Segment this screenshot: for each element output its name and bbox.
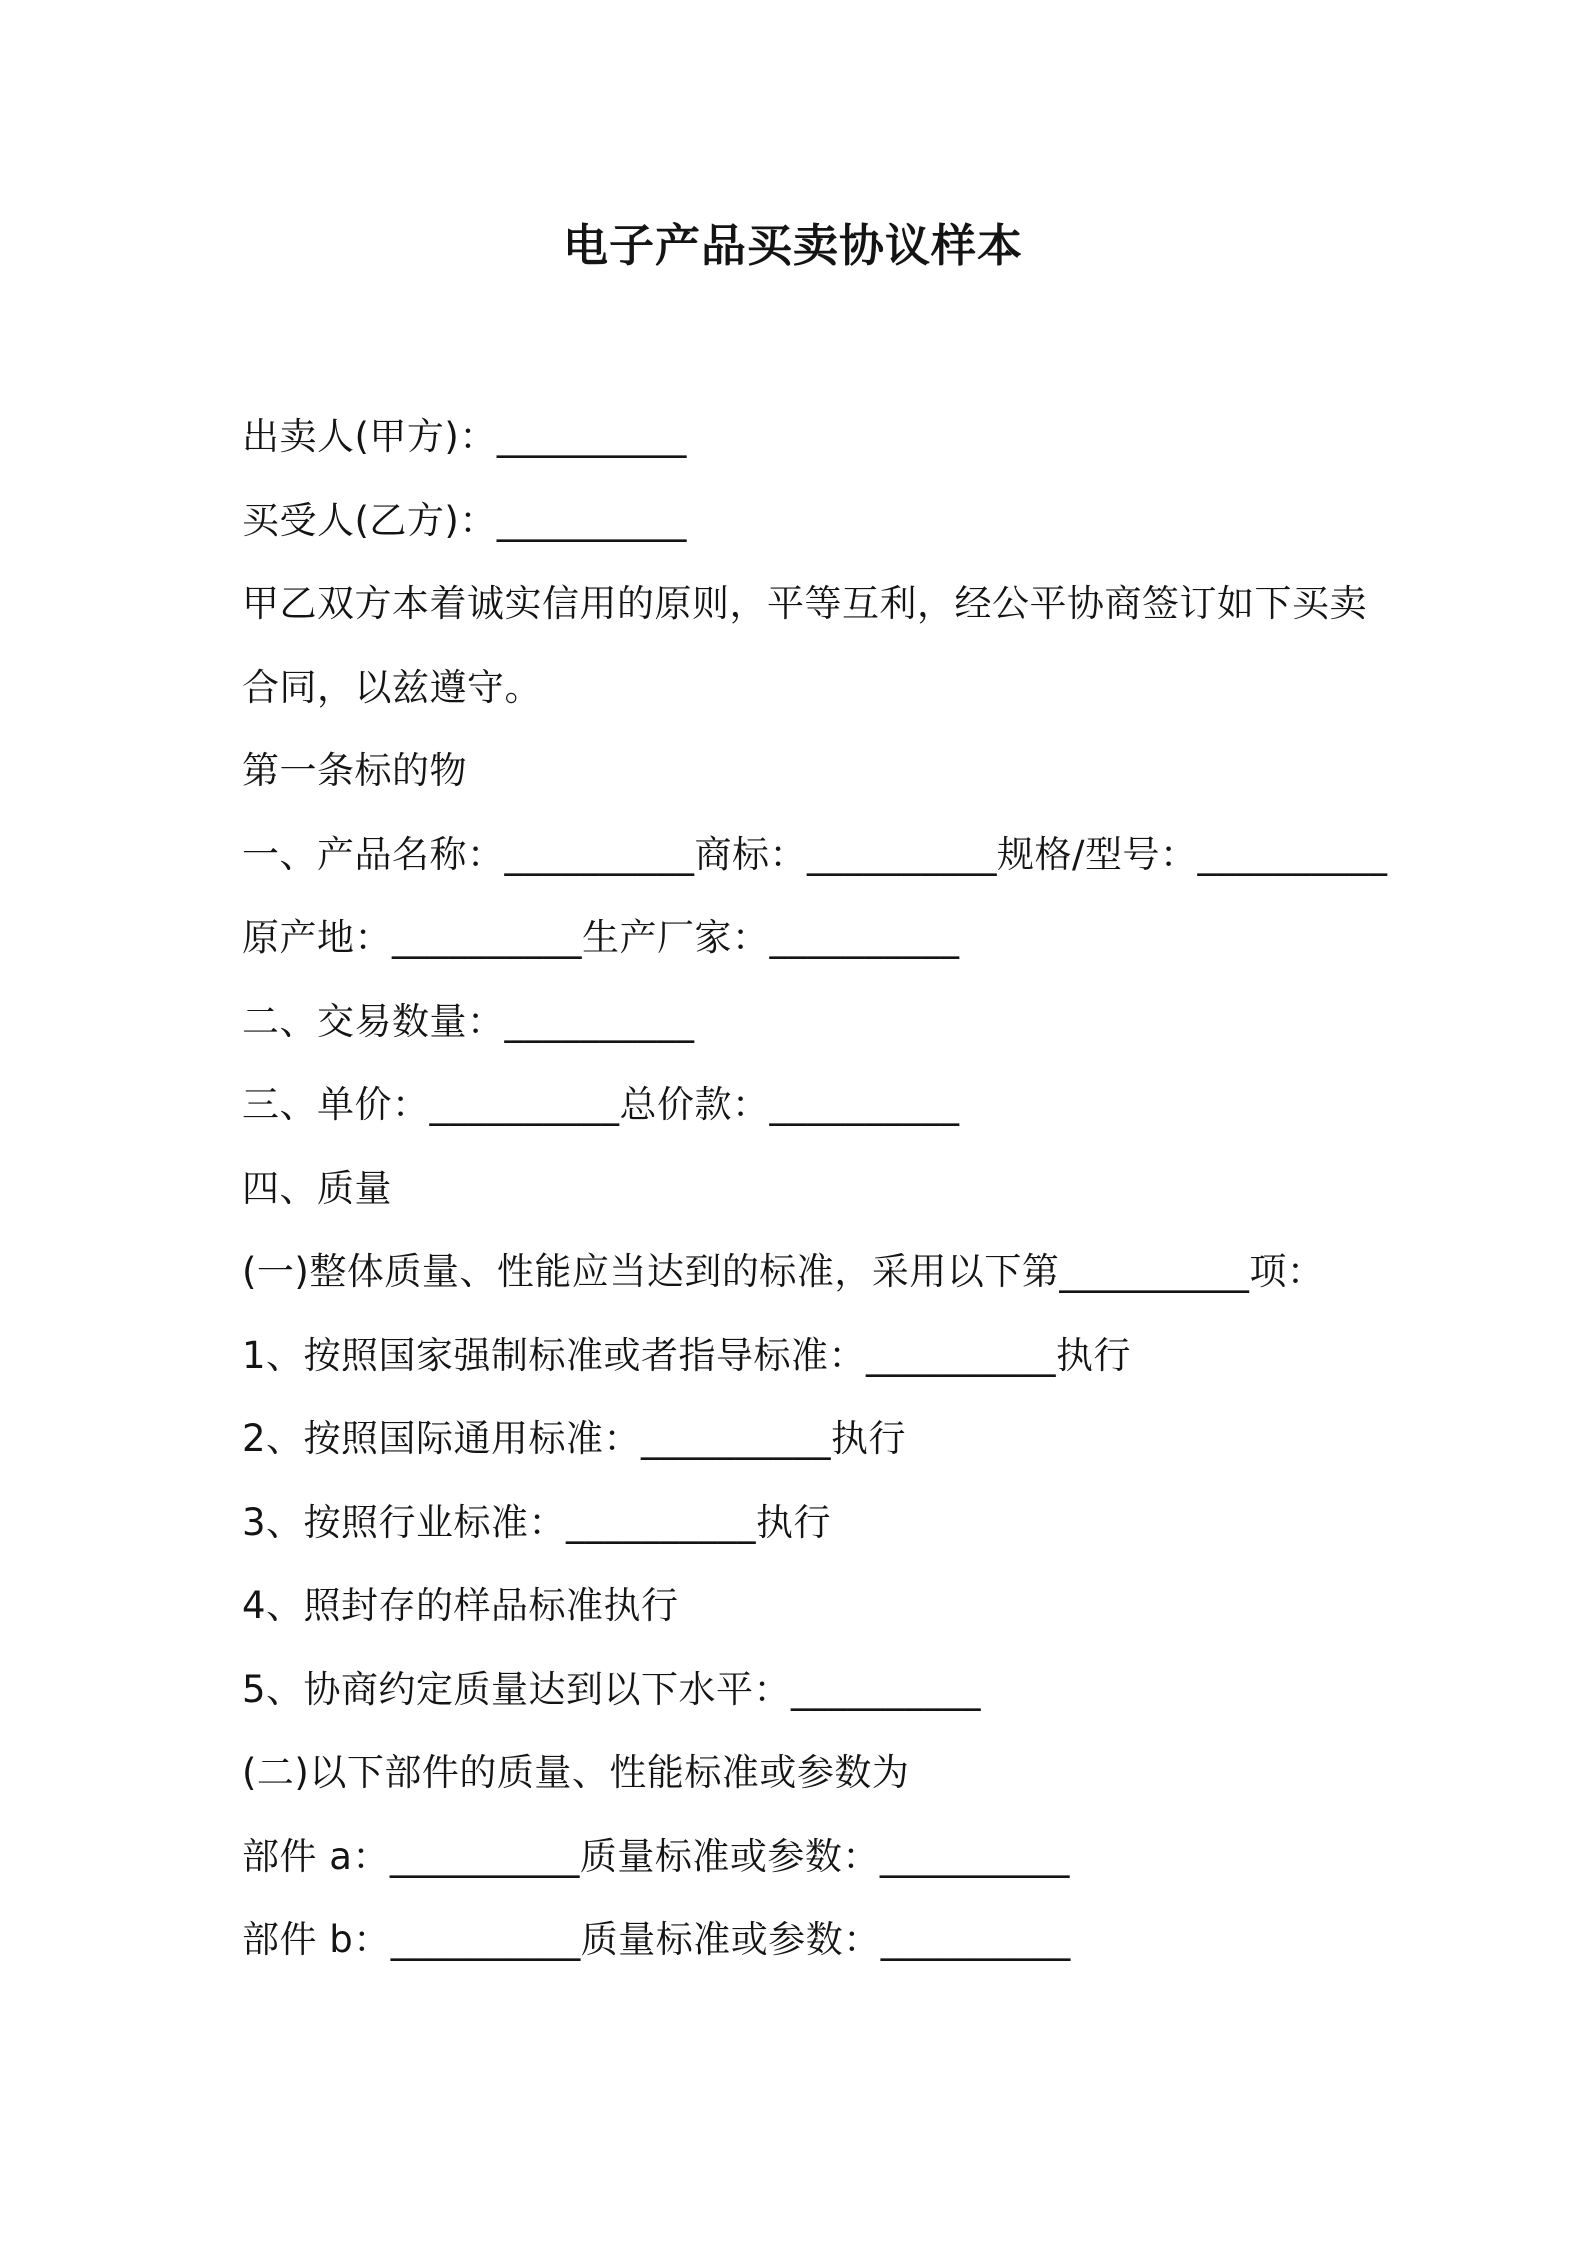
quality-standard-line: (一)整体质量、性能应当达到的标准，采用以下第__________项： xyxy=(242,1250,1325,1293)
parts-heading: (二)以下部件的质量、性能标准或参数为 xyxy=(242,1751,910,1794)
document-title: 电子产品买卖协议样本 xyxy=(562,219,1023,272)
part-b-line: 部件 b：__________质量标准或参数：__________ xyxy=(242,1918,1071,1961)
part-a-line: 部件 a：__________质量标准或参数：__________ xyxy=(242,1834,1070,1878)
standard-option-4: 4、照封存的样品标准执行 xyxy=(242,1584,679,1627)
quantity-line: 二、交易数量：__________ xyxy=(242,999,695,1043)
preamble-line-2: 合同，以兹遵守。 xyxy=(242,665,542,709)
quality-heading: 四、质量 xyxy=(242,1166,392,1210)
document-body xyxy=(242,403,1388,1990)
price-line: 三、单价：__________总价款：__________ xyxy=(242,1083,960,1126)
seller-line: 出卖人(甲方)：__________ xyxy=(242,415,687,458)
standard-option-5: 5、协商约定质量达到以下水平：__________ xyxy=(242,1667,982,1711)
product-name-line: 一、产品名称：__________商标：__________规格/型号：__________ xyxy=(242,832,1388,876)
article-1-heading: 第一条标的物 xyxy=(242,749,467,792)
standard-option-2: 2、按照国际通用标准：__________执行 xyxy=(242,1417,907,1460)
standard-option-1: 1、按照国家强制标准或者指导标准：__________执行 xyxy=(242,1333,1132,1377)
standard-option-3: 3、按照行业标准：__________执行 xyxy=(242,1500,832,1544)
origin-line: 原产地：__________生产厂家：__________ xyxy=(242,916,960,959)
preamble-line-1: 甲乙双方本着诚实信用的原则，平等互利，经公平协商签订如下买卖 xyxy=(242,582,1367,625)
buyer-line: 买受人(乙方)：__________ xyxy=(242,498,687,542)
